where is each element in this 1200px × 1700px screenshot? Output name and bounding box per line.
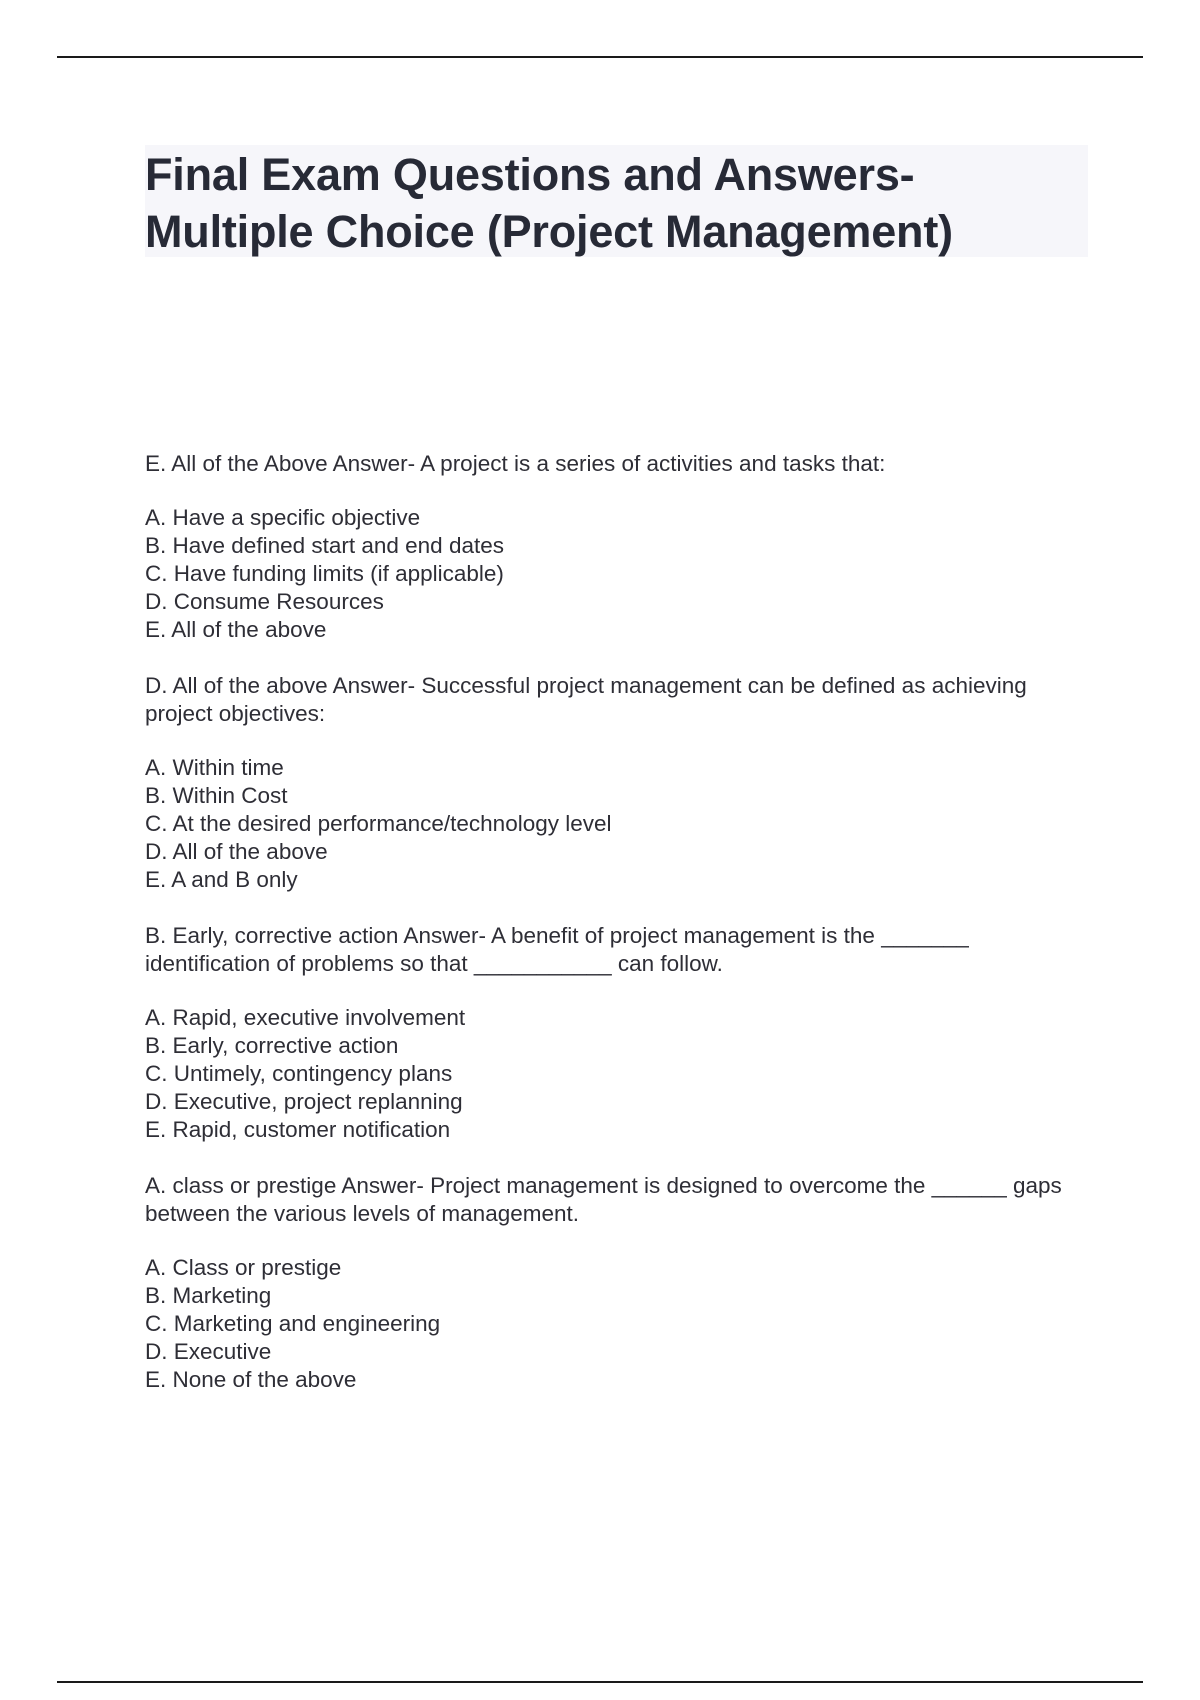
option-item: B. Early, corrective action (145, 1033, 399, 1058)
options-list (145, 504, 1085, 644)
option-item: C. Marketing and engineering (145, 1311, 441, 1336)
option-item: A. Within time (145, 755, 284, 780)
option-item: A. Class or prestige (145, 1255, 342, 1280)
question-block (145, 922, 1085, 1144)
question-text: E. All of the Above Answer- A project is a series of activities and tasks that: (145, 451, 886, 476)
option-item: B. Within Cost (145, 783, 288, 808)
question-block (145, 672, 1085, 894)
options-list (145, 1004, 1085, 1144)
option-item: E. Rapid, customer notification (145, 1117, 451, 1142)
option-item: E. All of the above (145, 617, 327, 642)
option-item: D. Consume Resources (145, 589, 384, 614)
options-list (145, 754, 1085, 894)
question-text: B. Early, corrective action Answer- A benefit of project management is the _______ identification of problems so that ___________ can follow. (145, 923, 969, 976)
question-block (145, 1172, 1085, 1394)
option-item: B. Marketing (145, 1283, 272, 1308)
option-item: E. A and B only (145, 867, 298, 892)
questions-list (145, 450, 1085, 1394)
options-list (145, 1254, 1085, 1394)
option-item: C. At the desired performance/technology level (145, 811, 612, 836)
option-item: D. All of the above (145, 839, 328, 864)
option-item: B. Have defined start and end dates (145, 533, 504, 558)
option-item: A. Rapid, executive involvement (145, 1005, 466, 1030)
question-text: D. All of the above Answer- Successful project management can be defined as achieving project objectives: (145, 673, 1027, 726)
question-block (145, 450, 1085, 644)
question-text: A. class or prestige Answer- Project management is designed to overcome the ______ gaps between the various levels of management. (145, 1173, 1062, 1226)
option-item: D. Executive (145, 1339, 272, 1364)
footer-rule (57, 1681, 1143, 1683)
option-item: A. Have a specific objective (145, 505, 421, 530)
option-item: C. Have funding limits (if applicable) (145, 561, 504, 586)
option-item: E. None of the above (145, 1367, 357, 1392)
option-item: C. Untimely, contingency plans (145, 1061, 453, 1086)
header-rule (57, 56, 1143, 58)
page-title: Final Exam Questions and Answers- Multiple Choice (Project Management) (145, 149, 953, 257)
option-item: D. Executive, project replanning (145, 1089, 463, 1114)
